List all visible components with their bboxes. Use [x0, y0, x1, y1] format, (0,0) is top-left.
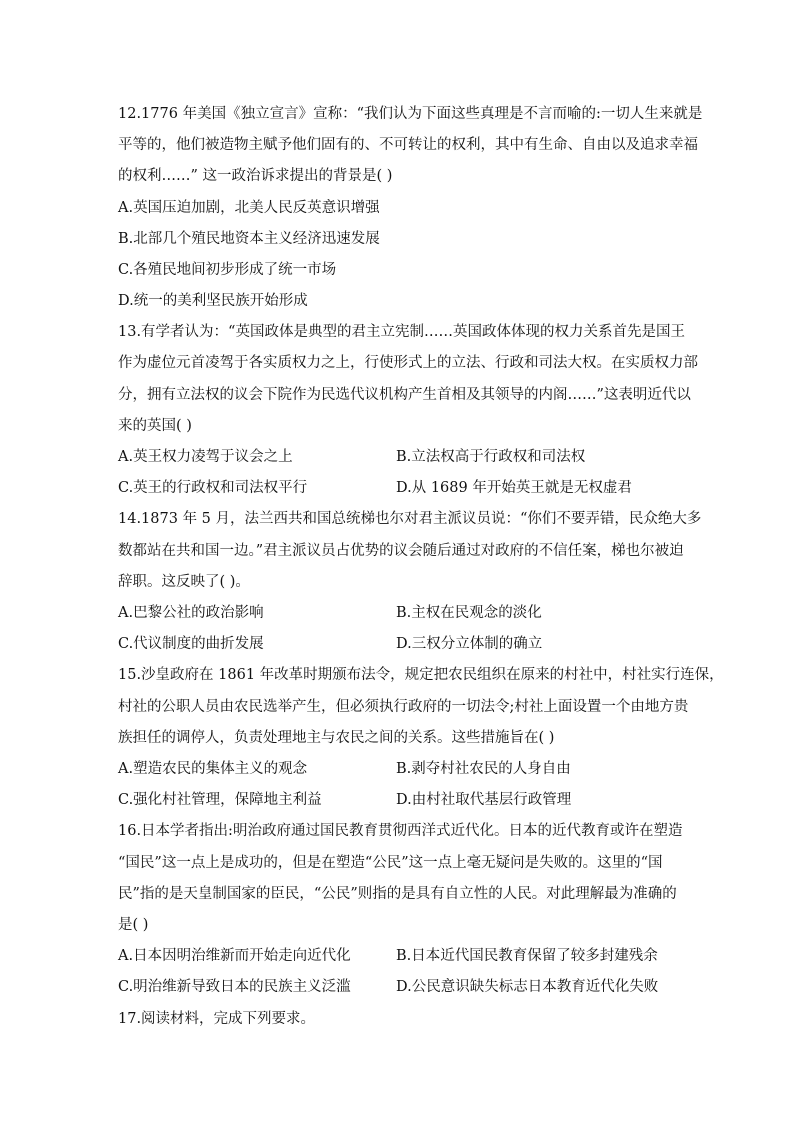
question-12-option-d: D.统一的美利坚民族开始形成 — [118, 293, 308, 309]
question-13-option-b: B.立法权高于行政权和司法权 — [396, 449, 586, 465]
question-13-stem-line-1: 13.有学者认为：“英国政体是典型的君主立宪制……英国政体体现的权力关系首先是国王 — [118, 324, 685, 340]
question-16-stem-line-4: 是( ) — [118, 917, 149, 933]
question-13-stem-line-2: 作为虚位元首凌驾于各实质权力之上，行使形式上的立法、行政和司法大权。在实质权力部 — [118, 355, 698, 371]
question-15-option-d: D.由村社取代基层行政管理 — [396, 792, 572, 808]
question-15-option-c: C.强化村社管理，保障地主利益 — [118, 792, 322, 808]
question-12-option-c: C.各殖民地间初步形成了统一市场 — [118, 262, 337, 278]
question-14-option-a: A.巴黎公社的政治影响 — [118, 605, 264, 621]
question-13-stem-line-4: 来的英国( ) — [118, 418, 192, 434]
question-16-stem-line-2: “国民”这一点上是成功的，但是在塑造“公民”这一点上毫无疑问是失败的。这里的“国 — [118, 855, 663, 871]
question-13-option-c: C.英王的行政权和司法权平行 — [118, 480, 308, 496]
question-13-option-d: D.从 1689 年开始英王就是无权虚君 — [396, 480, 632, 496]
question-15-option-b: B.剥夺村社农民的人身自由 — [396, 761, 571, 777]
question-16-stem-line-1: 16.日本学者指出:明治政府通过国民教育贯彻西洋式近代化。日本的近代教育或许在塑造 — [118, 823, 683, 839]
question-14-option-c: C.代议制度的曲折发展 — [118, 636, 264, 652]
question-15-stem-line-3: 族担任的调停人，负责处理地主与农民之间的关系。这些措施旨在( ) — [118, 730, 555, 746]
question-15-option-a: A.塑造农民的集体主义的观念 — [118, 761, 308, 777]
question-14-option-d: D.三权分立体制的确立 — [396, 636, 543, 652]
question-12-option-b: B.北部几个殖民地资本主义经济迅速发展 — [118, 231, 380, 247]
question-16-option-b: B.日本近代国民教育保留了较多封建残余 — [396, 948, 658, 964]
question-16-option-d: D.公民意识缺失标志日本教育近代化失败 — [396, 979, 659, 995]
question-17-stem-line-1: 17.阅读材料，完成下列要求。 — [118, 1011, 316, 1027]
question-12-stem-line-2: 平等的，他们被造物主赋予他们固有的、不可转让的权利，其中有生命、自由以及追求幸福 — [118, 137, 698, 153]
question-14-stem-line-3: 辞职。这反映了( )。 — [118, 574, 250, 590]
question-12-stem-line-3: 的权利……” 这一政治诉求提出的背景是( ) — [118, 168, 393, 184]
question-14-stem-line-2: 数都站在共和国一边。”君主派议员占优势的议会随后通过对政府的不信任案，梯也尔被迫 — [118, 543, 684, 559]
question-12-stem-line-1: 12.1776 年美国《独立宣言》宣称：“我们认为下面这些真理是不言而喻的:一切人生来就是 — [118, 106, 703, 122]
question-13-stem-line-3: 分，拥有立法权的议会下院作为民选代议机构产生首相及其领导的内阁……”这表明近代以 — [118, 387, 691, 403]
question-15-stem-line-2: 村社的公职人员由农民选举产生，但必须执行政府的一切法令;村社上面设置一个由地方贵 — [118, 699, 689, 715]
question-14-option-b: B.主权在民观念的淡化 — [396, 605, 542, 621]
question-14-stem-line-1: 14.1873 年 5 月，法兰西共和国总统梯也尔对君主派议员说：“你们不要弄错，民众绝大多 — [118, 511, 702, 527]
question-15-stem-line-1: 15.沙皇政府在 1861 年改革时期颁布法令，规定把农民组织在原来的村社中，村社实行连保， — [118, 667, 724, 683]
question-16-option-a: A.日本因明治维新而开始走向近代化 — [118, 948, 351, 964]
question-12-option-a: A.英国压迫加剧，北美人民反英意识增强 — [118, 200, 380, 216]
question-16-stem-line-3: 民”指的是天皇制国家的臣民，“公民”则指的是具有自立性的人民。对此理解最为准确的 — [118, 886, 677, 902]
question-16-option-c: C.明治维新导致日本的民族主义泛滥 — [118, 979, 351, 995]
question-13-option-a: A.英王权力凌驾于议会之上 — [118, 449, 293, 465]
